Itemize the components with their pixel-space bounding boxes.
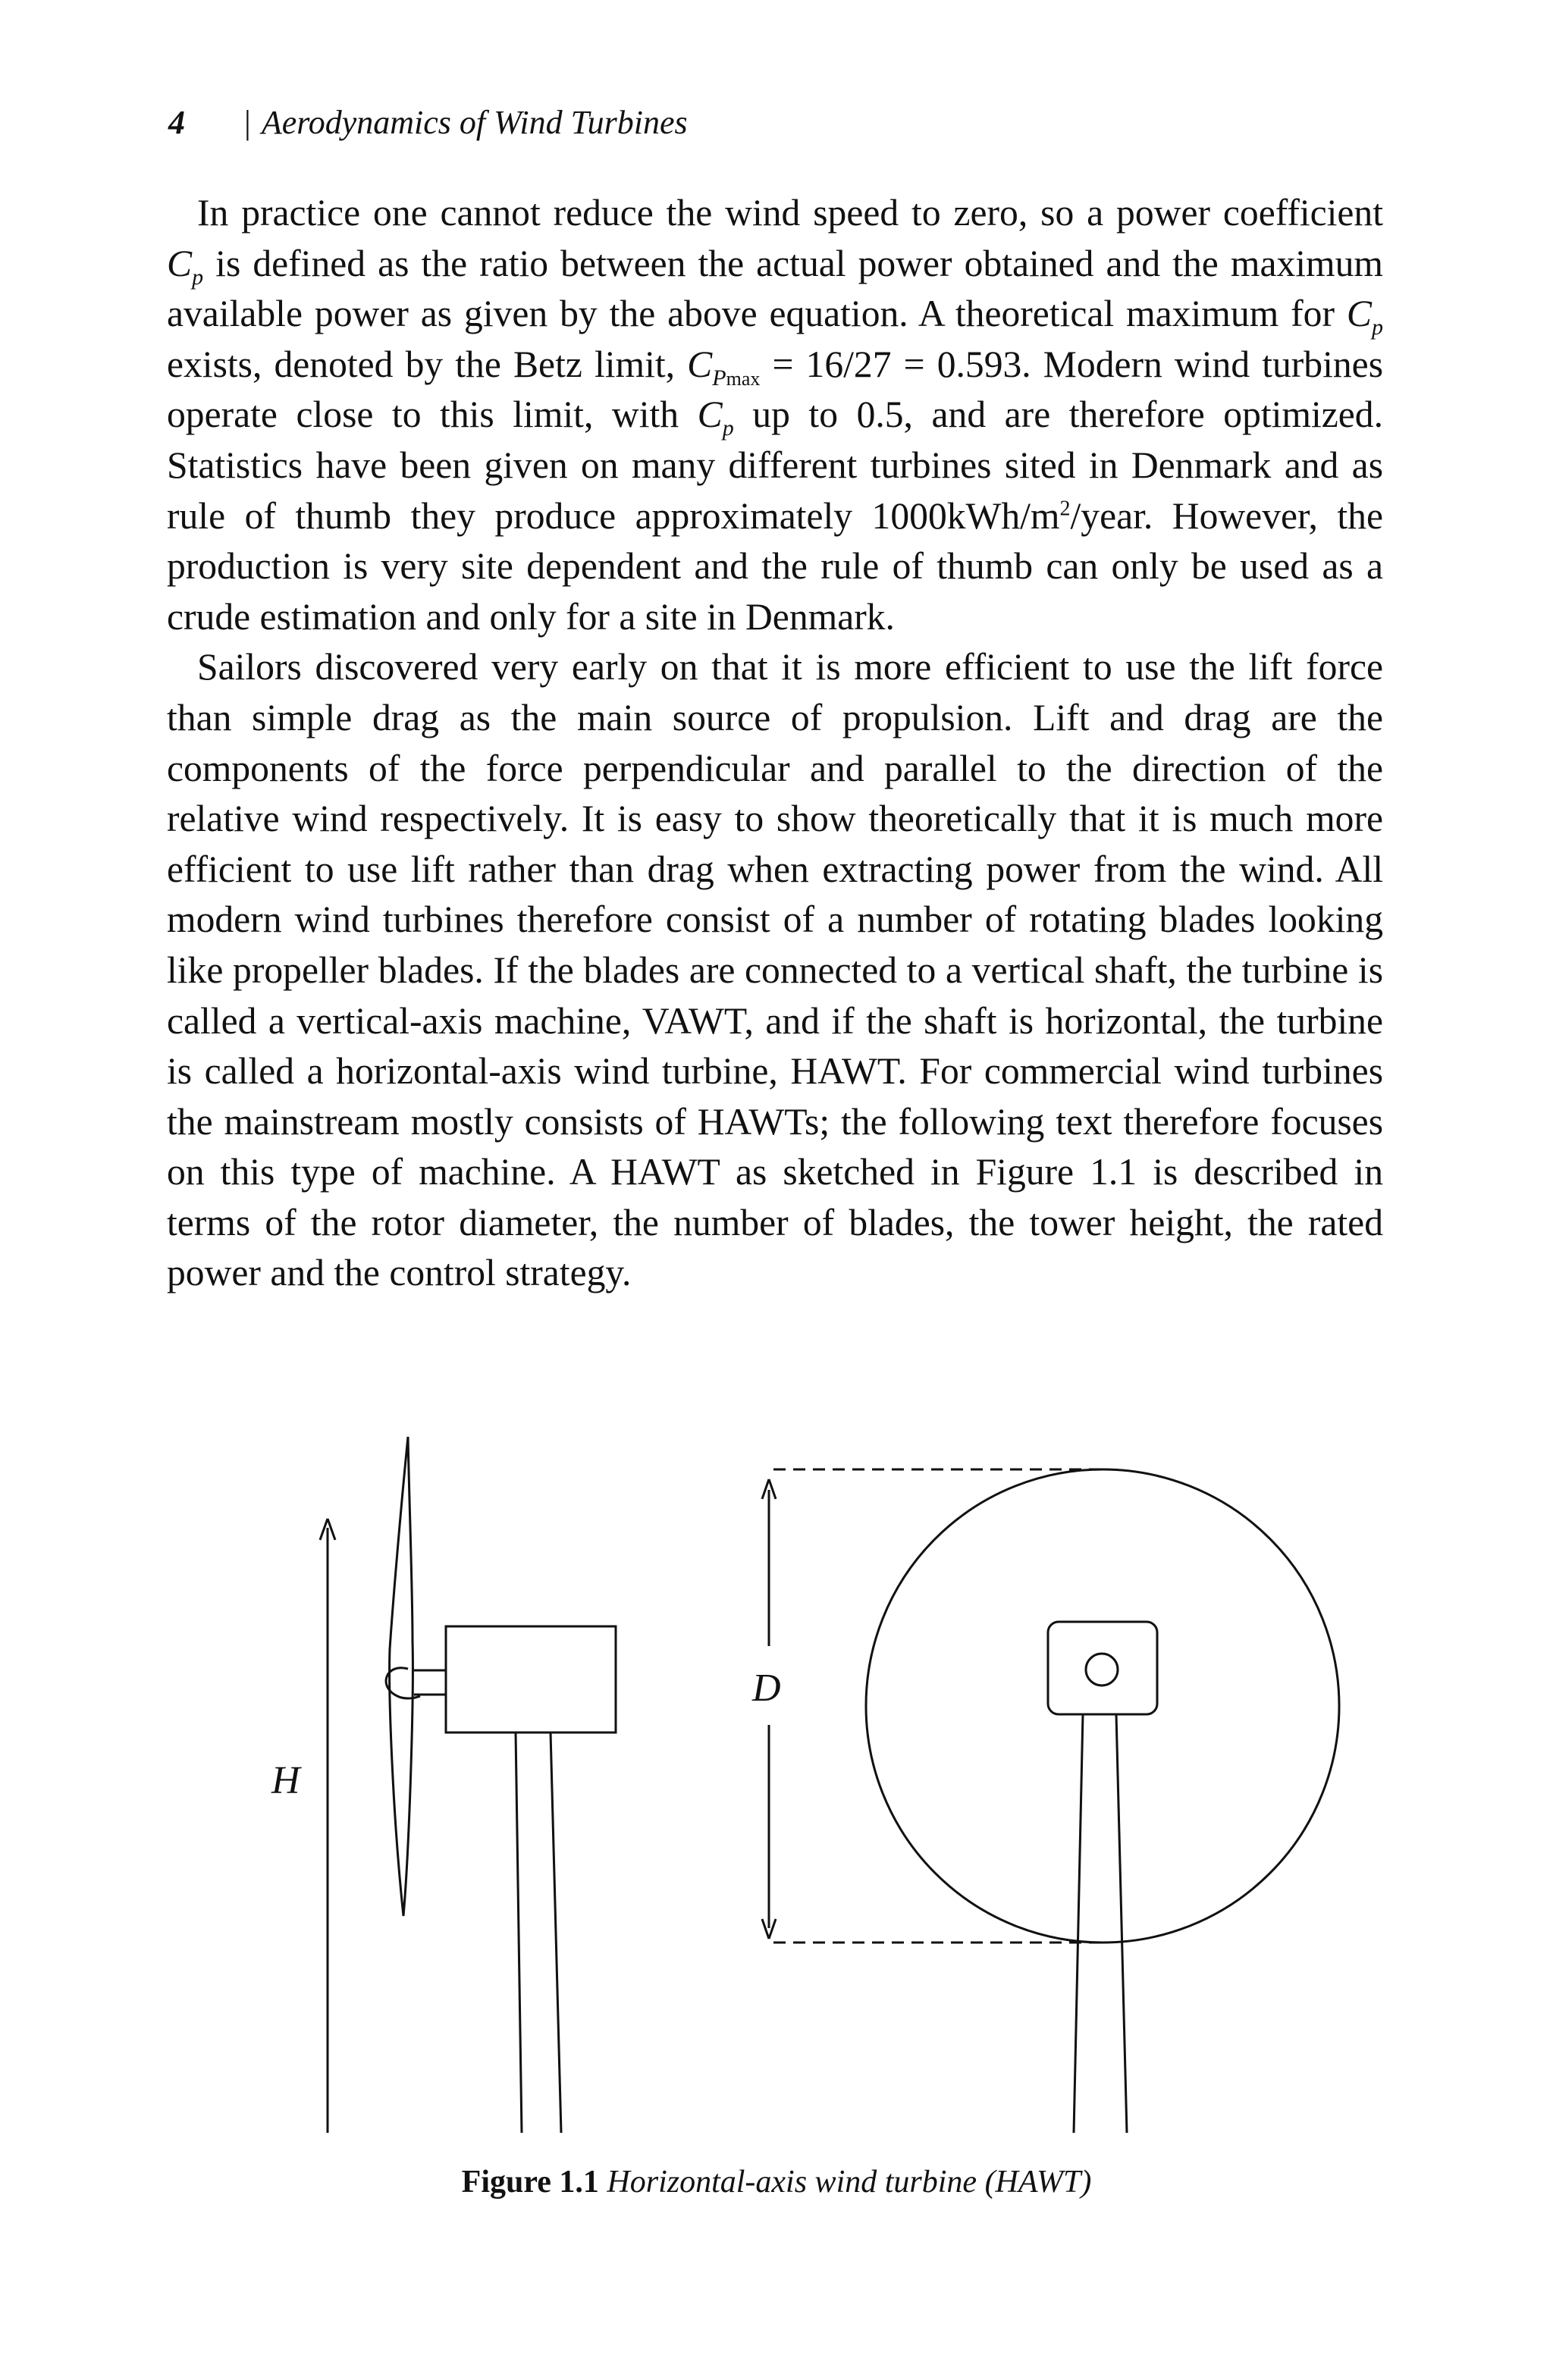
tower-front-right bbox=[1116, 1714, 1127, 2133]
text-run: = 16/27 = 0.593. Modern wind turbines operate close to this limit, with bbox=[167, 343, 1383, 436]
caption-label: Figure 1.1 bbox=[461, 2165, 599, 2200]
tower-side-right bbox=[551, 1732, 561, 2133]
nacelle-front bbox=[1048, 1622, 1157, 1714]
body-text bbox=[167, 188, 1383, 1299]
text-run: is defined as the ratio between the actual power obtained and the maximum available power as given by the above equation. A theoretical maximum for bbox=[167, 242, 1383, 335]
figure-hawt bbox=[227, 1422, 1350, 2134]
tower-side-left bbox=[516, 1732, 522, 2133]
label-diameter: D bbox=[752, 1667, 781, 1710]
figure-caption bbox=[0, 2164, 1553, 2200]
blade-side bbox=[390, 1437, 413, 1916]
symbol-cpmax: $C_{Pmax}$ bbox=[687, 343, 761, 390]
rotor-circle bbox=[866, 1469, 1339, 1943]
caption-title: Horizontal-axis wind turbine (HAWT) bbox=[607, 2165, 1092, 2200]
symbol-cp: $C_p$ bbox=[167, 242, 204, 290]
text-run: exists, denoted by the Betz limit, bbox=[167, 343, 688, 385]
symbol-cp: $C_p$ bbox=[697, 394, 734, 441]
tower-front-left bbox=[1074, 1714, 1083, 2133]
running-header bbox=[168, 103, 688, 142]
paragraph-lift-drag: Sailors discovered very early on that it is more efficient to use the lift force than simple drag as the main source of propulsion. Lift and drag are the components of the force perpendicular and parallel to the direction of the relative wind respectively. It is easy to show theoretically that it is much more efficient to use lift rather than drag when extracting power from the wind. All modern wind turbines therefore consist of a number of rotating blades looking like propeller blades. If the blades are connected to a vertical shaft, the turbine is called a vertical-axis machine, VAWT, and if the shaft is horizontal, the turbine is called a horizontal-axis wind turbine, HAWT. For commercial wind turbines the mainstream mostly consists of HAWTs; the following text therefore focuses on this type of machine. A HAWT as sketched in Figure 1.1 is described in terms of the rotor diameter, the number of blades, the tower height, the rated power and the control strategy. bbox=[167, 646, 1383, 1294]
superscript-2: 2 bbox=[1059, 497, 1071, 521]
hub-front bbox=[1086, 1654, 1118, 1685]
header-separator: | bbox=[244, 104, 251, 141]
paragraph-power-coefficient bbox=[167, 188, 1383, 642]
symbol-cp: $C_p$ bbox=[1346, 293, 1383, 340]
page-number: 4 bbox=[168, 104, 185, 141]
nacelle-side bbox=[446, 1626, 616, 1732]
text-run: up to 0.5, and are therefore optimized. Statistics have been given on many different turbines sited in Denmark and as rule of thumb they produce approximately 1000kWh/m bbox=[167, 394, 1383, 537]
text-run: In practice one cannot reduce the wind speed to zero, so a power coefficient bbox=[197, 192, 1383, 234]
running-title: Aerodynamics of Wind Turbines bbox=[261, 104, 688, 141]
hawt-diagram bbox=[227, 1422, 1350, 2134]
label-height: H bbox=[271, 1759, 300, 1802]
text-run: /year. However, the production is very site dependent and the rule of thumb can only be used as a crude estimation and only for a site in Denmark. bbox=[167, 494, 1383, 638]
